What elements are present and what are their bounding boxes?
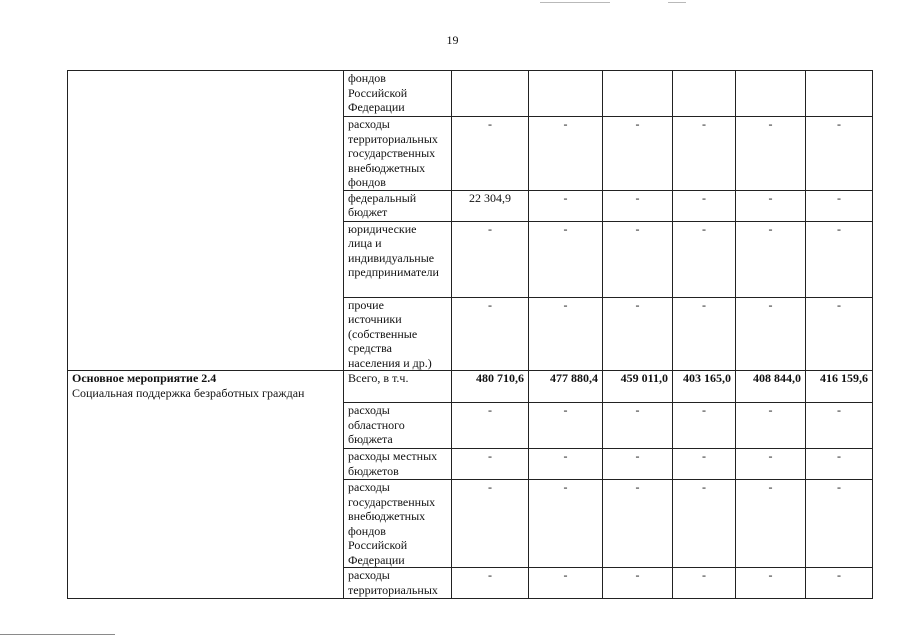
value-cell: - [603, 449, 673, 480]
value-cell: - [603, 221, 673, 297]
value-cell: - [673, 449, 736, 480]
value-cell: - [806, 190, 873, 221]
value-cell: - [736, 449, 806, 480]
value-cell: - [806, 480, 873, 568]
value-cell: - [529, 449, 603, 480]
value-cell: - [806, 449, 873, 480]
value-cell: - [603, 190, 673, 221]
value-cell: 22 304,9 [452, 190, 529, 221]
value-cell: - [673, 117, 736, 191]
value-cell [736, 71, 806, 117]
total-value-cell: 416 159,6 [806, 371, 873, 403]
total-value-cell: 408 844,0 [736, 371, 806, 403]
scan-artifact-line [668, 2, 686, 3]
value-cell: - [806, 568, 873, 599]
value-cell [603, 71, 673, 117]
value-cell: - [673, 568, 736, 599]
value-cell: - [736, 480, 806, 568]
value-cell: - [529, 297, 603, 371]
value-cell: - [529, 403, 603, 449]
value-cell: - [806, 297, 873, 371]
scan-artifact-line [0, 634, 115, 635]
value-cell: - [529, 117, 603, 191]
funding-source-cell: расходы территориальных государственных внебюджетных фондов [344, 117, 452, 191]
value-cell: - [603, 403, 673, 449]
value-cell: - [603, 297, 673, 371]
table-row [68, 71, 873, 117]
value-cell [673, 71, 736, 117]
value-cell: - [603, 480, 673, 568]
funding-source-cell: расходы областного бюджета [344, 403, 452, 449]
value-cell: - [529, 221, 603, 297]
value-cell [529, 71, 603, 117]
value-cell: - [603, 117, 673, 191]
value-cell: - [806, 117, 873, 191]
funding-source-cell: федеральный бюджет [344, 190, 452, 221]
total-value-cell: 480 710,6 [452, 371, 529, 403]
total-value-cell: 459 011,0 [603, 371, 673, 403]
value-cell: - [736, 403, 806, 449]
value-cell: - [736, 117, 806, 191]
funding-source-cell: расходы государственных внебюджетных фондов Российской Федерации [344, 480, 452, 568]
funding-source-cell: Всего, в т.ч. [344, 371, 452, 403]
event-description: Социальная поддержка безработных граждан [72, 385, 305, 400]
value-cell: - [452, 568, 529, 599]
value-cell: - [673, 221, 736, 297]
value-cell [806, 71, 873, 117]
value-cell: - [806, 221, 873, 297]
total-value-cell: 477 880,4 [529, 371, 603, 403]
value-cell: - [673, 403, 736, 449]
value-cell: - [529, 190, 603, 221]
table-row [68, 371, 873, 403]
empty-event-cell [68, 71, 344, 371]
funding-source-cell: фондов Российской Федерации [344, 71, 452, 117]
value-cell: - [529, 568, 603, 599]
value-cell: - [736, 190, 806, 221]
value-cell: - [736, 221, 806, 297]
value-cell: - [452, 449, 529, 480]
event-title: Основное мероприятие 2.4 [72, 371, 217, 385]
value-cell: - [736, 297, 806, 371]
value-cell: - [673, 297, 736, 371]
page-number: 19 [446, 33, 459, 47]
value-cell: - [452, 480, 529, 568]
value-cell: - [736, 568, 806, 599]
funding-source-cell: прочие источники (собственные средства населения и др.) [344, 297, 452, 371]
scan-artifact-line [540, 2, 610, 3]
funding-source-cell: расходы территориальных [344, 568, 452, 599]
value-cell: - [452, 403, 529, 449]
value-cell: - [673, 480, 736, 568]
funding-source-cell: расходы местных бюджетов [344, 449, 452, 480]
funding-source-cell: юридические лица и индивидуальные предприниматели [344, 221, 452, 297]
budget-table [67, 70, 873, 599]
value-cell [452, 71, 529, 117]
event-cell [68, 371, 344, 599]
value-cell: - [452, 117, 529, 191]
value-cell: - [806, 403, 873, 449]
value-cell: - [452, 297, 529, 371]
value-cell: - [529, 480, 603, 568]
value-cell: - [603, 568, 673, 599]
value-cell: - [673, 190, 736, 221]
total-value-cell: 403 165,0 [673, 371, 736, 403]
value-cell: - [452, 221, 529, 297]
